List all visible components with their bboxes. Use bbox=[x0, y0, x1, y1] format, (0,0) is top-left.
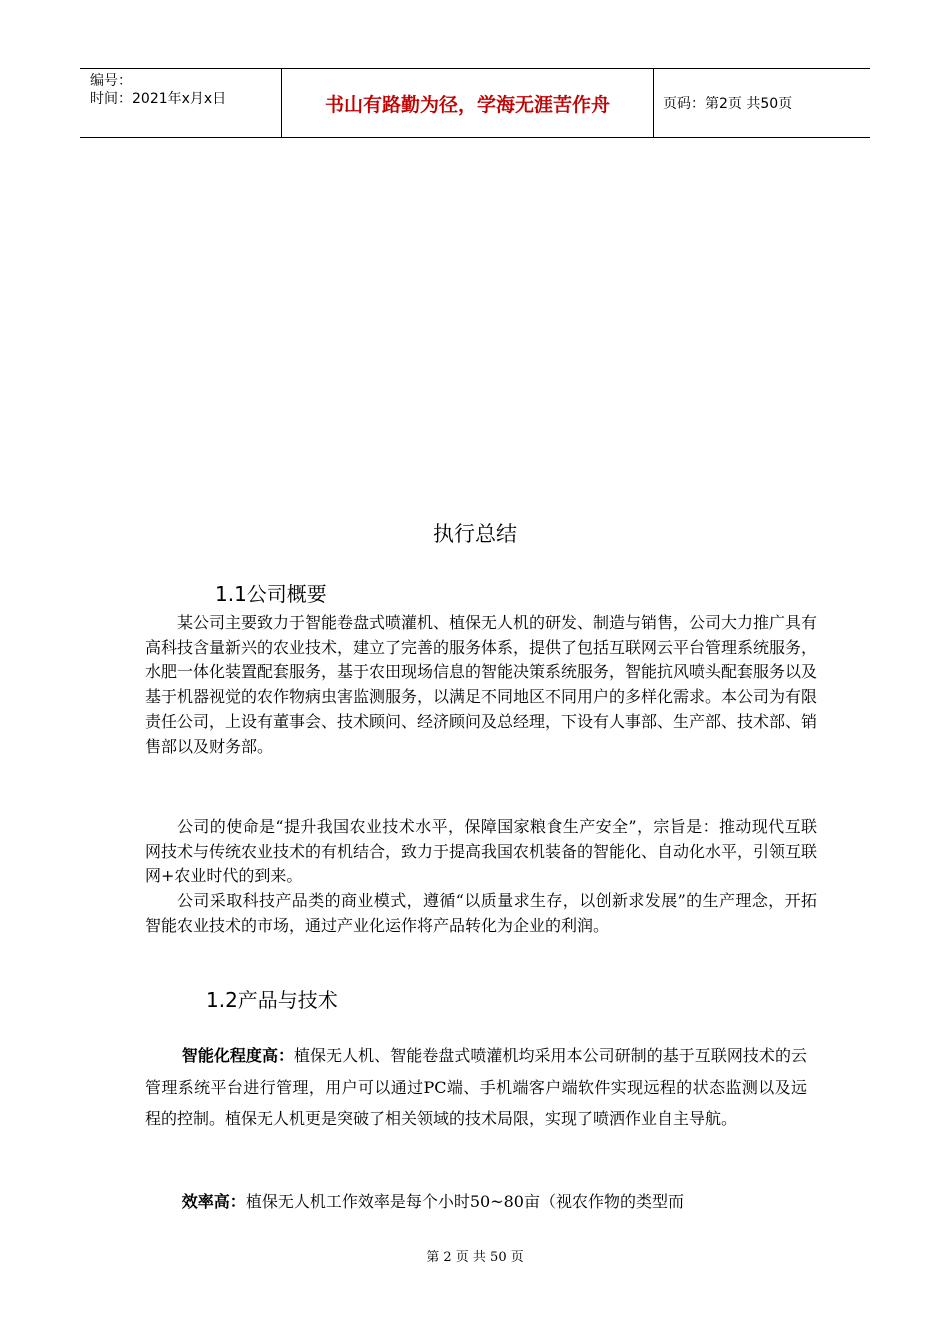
paragraph: 公司的使命是“提升我国农业技术水平，保障国家粮食生产安全”，宗旨是：推动现代互联网技术与传统农业技术的有机结合，致力于提高我国农机装备的智能化、自动化水平，引领互联网+农业时代的到来。 bbox=[145, 817, 818, 886]
page-footer: 第 2 页 共 50 页 bbox=[426, 1250, 524, 1265]
feature-paragraph bbox=[145, 1186, 807, 1218]
feature-label: 效率高： bbox=[181, 1192, 246, 1211]
feature-paragraph bbox=[145, 1040, 807, 1135]
header-page-info: 页码：第2页 共50页 bbox=[663, 96, 793, 112]
number-label: 编号： bbox=[90, 73, 132, 89]
header-meta bbox=[90, 72, 226, 108]
document-title: 执行总结 bbox=[433, 522, 517, 546]
header-motto: 书山有路勤为径，学海无涯苦作舟 bbox=[324, 93, 610, 116]
header-divider bbox=[653, 69, 654, 137]
section-heading: 1.2产品与技术 bbox=[206, 988, 338, 1012]
paragraph: 某公司主要致力于智能卷盘式喷灌机、植保无人机的研发、制造与销售，公司大力推广具有高科技含量新兴的农业技术，建立了完善的服务体系，提供了包括互联网云平台管理系统服务，水肥一体化装置配套服务，基于农田现场信息的智能决策系统服务，智能抗风喷头配套服务以及基于机器视觉的农作物病虫害监测服务，以满足不同地区不同用户的多样化需求。本公司为有限责任公司，上设有董事会、技术顾问、经济顾问及总经理，下设有人事部、生产部、技术部、销售部以及财务部。 bbox=[145, 613, 818, 756]
section-heading: 1.1公司概要 bbox=[215, 582, 327, 606]
header-table bbox=[80, 68, 870, 138]
feature-text: 植保无人机、智能卷盘式喷灌机均采用本公司研制的基于互联网技术的云管理系统平台进行管理，用户可以通过PC端、手机端客户端软件实现远程的状态监测以及远程的控制。植保无人机更是突破了相关领域的技术局限，实现了喷洒作业自主导航。 bbox=[145, 1046, 807, 1128]
time-label: 时间：2021年x月x日 bbox=[90, 91, 227, 107]
feature-label: 智能化程度高： bbox=[181, 1046, 295, 1065]
paragraph: 公司采取科技产品类的商业模式，遵循“以质量求生存，以创新求发展”的生产理念，开拓智能农业技术的市场，通过产业化运作将产品转化为企业的利润。 bbox=[145, 891, 817, 935]
feature-text: 植保无人机工作效率是每个小时50~80亩（视农作物的类型而 bbox=[245, 1192, 684, 1211]
